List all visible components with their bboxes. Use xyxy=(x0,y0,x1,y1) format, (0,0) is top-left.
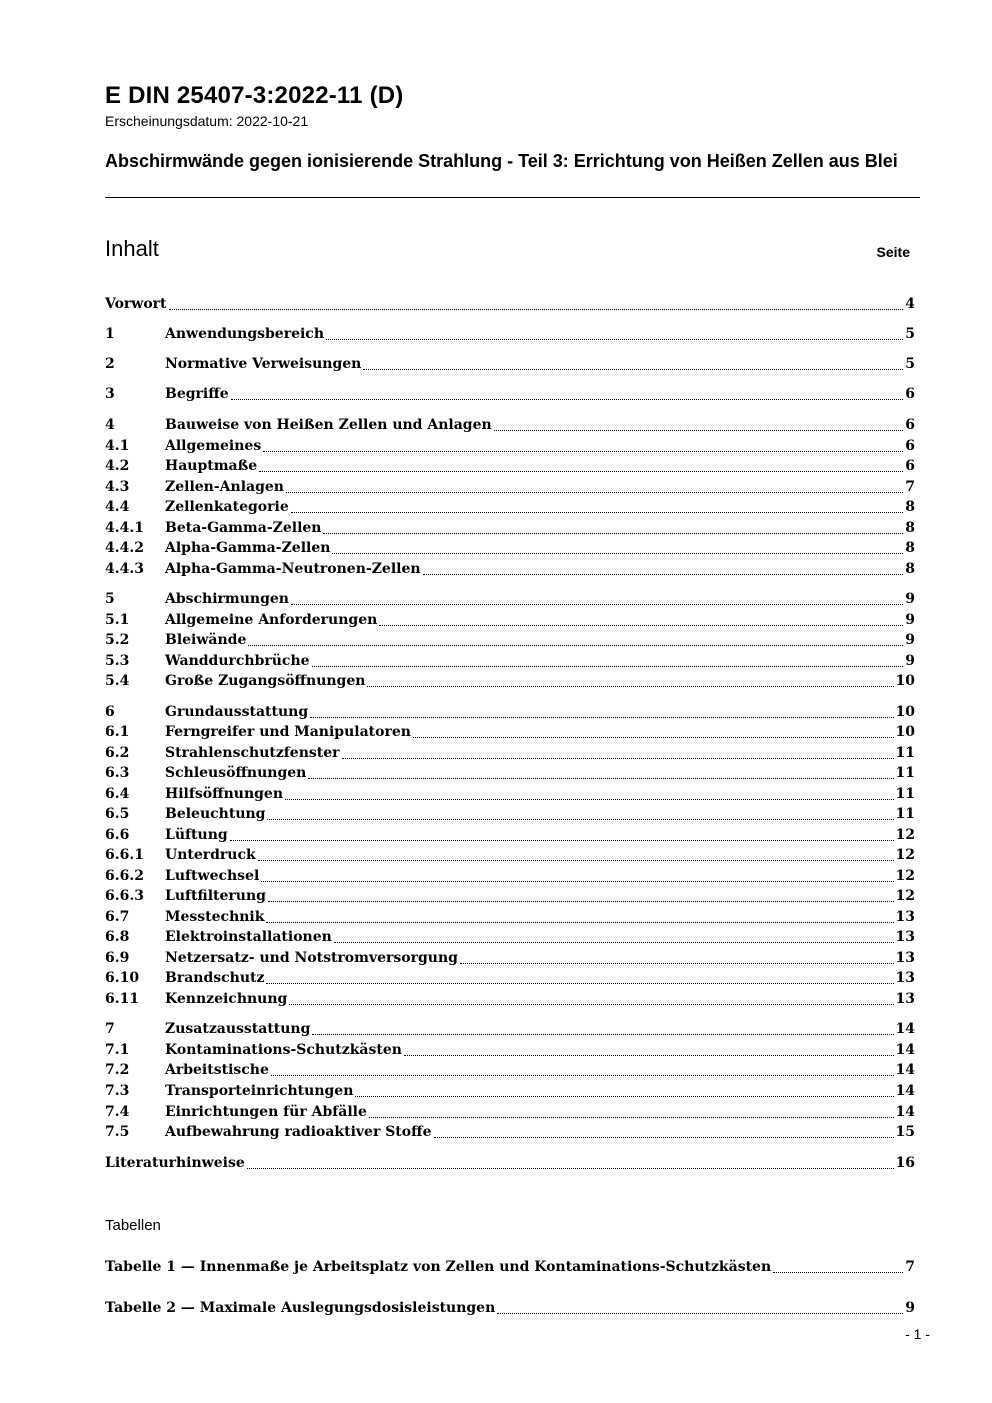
toc-number: 6.2 xyxy=(105,745,130,761)
toc-number: 6.8 xyxy=(105,929,130,945)
toc-number: 4 xyxy=(105,417,115,433)
toc-title: Arbeitstische xyxy=(165,1062,269,1078)
dot-leader xyxy=(271,1075,894,1076)
toc-page: 14 xyxy=(895,1042,915,1058)
toc-page: 9 xyxy=(905,591,915,607)
dot-leader xyxy=(312,1034,893,1035)
toc-page: 9 xyxy=(905,612,915,628)
table-list-entry[interactable] xyxy=(105,1298,915,1318)
toc-page: 14 xyxy=(895,1104,915,1120)
toc-title: Kontaminations-Schutzkästen xyxy=(165,1042,402,1058)
toc-title: Luftwechsel xyxy=(165,868,260,884)
toc-entry[interactable] xyxy=(105,702,915,722)
toc-title: Abschirmungen xyxy=(165,591,289,607)
toc-entry[interactable] xyxy=(105,722,915,742)
toc-entry[interactable] xyxy=(105,610,915,630)
dot-leader xyxy=(367,686,893,687)
toc-page: 10 xyxy=(895,704,915,720)
toc-page: 16 xyxy=(895,1155,915,1171)
toc-number: 4.4 xyxy=(105,499,130,515)
dot-leader xyxy=(291,604,903,605)
toc-page: 13 xyxy=(895,950,915,966)
toc-page: 13 xyxy=(895,991,915,1007)
dot-leader xyxy=(369,1117,894,1118)
toc-title: Brandschutz xyxy=(165,970,265,986)
toc-number: 5.4 xyxy=(105,673,130,689)
toc-entry[interactable] xyxy=(105,589,915,609)
toc-number: 6 xyxy=(105,704,115,720)
toc-number: 7 xyxy=(105,1021,115,1037)
toc-page: 8 xyxy=(905,540,915,556)
toc-entry[interactable] xyxy=(105,651,915,671)
toc-title: Messtechnik xyxy=(165,909,265,925)
toc-entry[interactable] xyxy=(105,784,915,804)
toc-entry[interactable] xyxy=(105,1081,915,1101)
toc-entry[interactable] xyxy=(105,415,915,435)
toc-entry[interactable] xyxy=(105,1153,915,1173)
toc-title: Zusatzausstattung xyxy=(165,1021,311,1037)
dot-leader xyxy=(247,1168,894,1169)
toc-entry[interactable] xyxy=(105,497,915,517)
toc-number: 6.1 xyxy=(105,724,130,740)
toc-number: 6.10 xyxy=(105,970,140,986)
toc-number: 5.3 xyxy=(105,653,130,669)
toc-number: 6.11 xyxy=(105,991,140,1007)
toc-title: Allgemeines xyxy=(165,438,262,454)
toc-title: Transporteinrichtungen xyxy=(165,1083,354,1099)
toc-entry[interactable] xyxy=(105,630,915,650)
toc-page: 5 xyxy=(905,326,915,342)
toc-number: 4.3 xyxy=(105,479,130,495)
toc-number: 4.4.1 xyxy=(105,520,144,536)
dot-leader xyxy=(326,339,903,340)
toc-number: 7.5 xyxy=(105,1124,130,1140)
toc-title: Beleuchtung xyxy=(165,806,266,822)
toc-title: Elektroinstallationen xyxy=(165,929,332,945)
toc-entry[interactable] xyxy=(105,354,915,374)
toc-page: 11 xyxy=(895,765,915,781)
toc-number: 4.2 xyxy=(105,458,130,474)
toc-number: 1 xyxy=(105,326,115,342)
dot-leader xyxy=(342,758,894,759)
page-column-label: Seite xyxy=(876,244,910,260)
dot-leader xyxy=(268,901,894,902)
toc-title: Bleiwände xyxy=(165,632,247,648)
dot-leader xyxy=(289,1004,893,1005)
toc-number: 7.1 xyxy=(105,1042,130,1058)
dot-leader xyxy=(494,430,904,431)
toc-entry[interactable] xyxy=(105,518,915,538)
toc-page: 12 xyxy=(895,827,915,843)
toc-title: Zellenkategorie xyxy=(165,499,289,515)
dot-leader xyxy=(169,309,904,310)
toc-page: 15 xyxy=(895,1124,915,1140)
toc-entry[interactable] xyxy=(105,825,915,845)
toc-entry[interactable] xyxy=(105,968,915,988)
toc-entry[interactable] xyxy=(105,907,915,927)
dot-leader xyxy=(231,399,904,400)
dot-leader xyxy=(266,922,893,923)
toc-page: 6 xyxy=(905,458,915,474)
toc-title: Luftfilterung xyxy=(165,888,266,904)
toc-entry[interactable] xyxy=(105,948,915,968)
dot-leader xyxy=(404,1055,894,1056)
toc-number: 6.4 xyxy=(105,786,130,802)
toc-page: 12 xyxy=(895,868,915,884)
table-entry-title: Tabelle 2 — Maximale Auslegungsdosisleistungen xyxy=(105,1300,496,1316)
dot-leader xyxy=(423,574,904,575)
toc-number: 6.6.3 xyxy=(105,888,144,904)
table-list-entry[interactable] xyxy=(105,1257,915,1277)
toc-page: 13 xyxy=(895,970,915,986)
toc-entry[interactable] xyxy=(105,436,915,456)
toc-title: Wanddurchbrüche xyxy=(165,653,310,669)
dot-leader xyxy=(363,369,903,370)
toc-entry[interactable] xyxy=(105,989,915,1009)
toc-page: 14 xyxy=(895,1021,915,1037)
dot-leader xyxy=(291,512,904,513)
toc-entry[interactable] xyxy=(105,1019,915,1039)
toc-page: 6 xyxy=(905,438,915,454)
toc-page: 10 xyxy=(895,724,915,740)
toc-title: Hauptmaße xyxy=(165,458,258,474)
title-underline xyxy=(105,197,920,198)
toc-entry[interactable] xyxy=(105,1040,915,1060)
table-entry-page: 7 xyxy=(905,1259,915,1275)
toc-title: Anwendungsbereich xyxy=(165,326,324,342)
toc-number: 7.3 xyxy=(105,1083,130,1099)
toc-title: Unterdruck xyxy=(165,847,256,863)
toc-page: 9 xyxy=(905,632,915,648)
dot-leader xyxy=(308,778,893,779)
toc-page: 14 xyxy=(895,1083,915,1099)
toc-title: Lüftung xyxy=(165,827,228,843)
toc-number: 7.4 xyxy=(105,1104,130,1120)
toc-title: Grundausstattung xyxy=(165,704,309,720)
toc-page: 10 xyxy=(895,673,915,689)
toc-entry[interactable] xyxy=(105,1122,915,1142)
toc-number: 5 xyxy=(105,591,115,607)
toc-title: Literaturhinweise xyxy=(105,1155,245,1171)
toc-page: 11 xyxy=(895,745,915,761)
dot-leader xyxy=(266,983,893,984)
toc-title: Netzersatz- und Notstromversorgung xyxy=(165,950,458,966)
toc-title: Hilfsöffnungen xyxy=(165,786,284,802)
toc-entry[interactable] xyxy=(105,763,915,783)
dot-leader xyxy=(267,819,893,820)
toc-page: 5 xyxy=(905,356,915,372)
toc-number: 7.2 xyxy=(105,1062,130,1078)
dot-leader xyxy=(286,492,903,493)
toc-title: Alpha-Gamma-Neutronen-Zellen xyxy=(165,561,421,577)
dot-leader xyxy=(248,645,903,646)
dot-leader xyxy=(310,717,893,718)
toc-number: 5.2 xyxy=(105,632,130,648)
toc-number: 3 xyxy=(105,386,115,402)
toc-page: 12 xyxy=(895,888,915,904)
toc-page: 4 xyxy=(905,296,915,312)
toc-entry[interactable] xyxy=(105,324,915,344)
toc-title: Ferngreifer und Manipulatoren xyxy=(165,724,411,740)
dot-leader xyxy=(312,666,904,667)
toc-page: 11 xyxy=(895,786,915,802)
toc-heading: Inhalt xyxy=(105,236,159,261)
toc-title: Schleusöffnungen xyxy=(165,765,307,781)
toc-page: 8 xyxy=(905,561,915,577)
toc-entry[interactable] xyxy=(105,456,915,476)
dot-leader xyxy=(323,533,903,534)
toc-number: 6.6.2 xyxy=(105,868,144,884)
dot-leader xyxy=(460,963,894,964)
toc-title: Kennzeichnung xyxy=(165,991,288,1007)
toc-page: 11 xyxy=(895,806,915,822)
toc-title: Allgemeine Anforderungen xyxy=(165,612,378,628)
toc-number: 2 xyxy=(105,356,115,372)
dot-leader xyxy=(230,840,894,841)
toc-entry[interactable] xyxy=(105,886,915,906)
toc-entry[interactable] xyxy=(105,477,915,497)
document-title: Abschirmwände gegen ionisierende Strahlung - Teil 3: Errichtung von Heißen Zellen aus Blei xyxy=(105,151,898,171)
toc-page: 14 xyxy=(895,1062,915,1078)
toc-number: 4.4.3 xyxy=(105,561,144,577)
toc-title: Zellen-Anlagen xyxy=(165,479,284,495)
toc-page: 8 xyxy=(905,520,915,536)
dot-leader xyxy=(261,881,893,882)
toc-title: Einrichtungen für Abfälle xyxy=(165,1104,367,1120)
toc-number: 6.6 xyxy=(105,827,130,843)
toc-number: 4.1 xyxy=(105,438,130,454)
table-entry-page: 9 xyxy=(905,1300,915,1316)
toc-entry[interactable] xyxy=(105,845,915,865)
toc-entry[interactable] xyxy=(105,1102,915,1122)
dot-leader xyxy=(332,553,903,554)
toc-number: 6.5 xyxy=(105,806,130,822)
toc-entry[interactable] xyxy=(105,1060,915,1080)
toc-title: Vorwort xyxy=(105,296,167,312)
document-code: E DIN 25407-3:2022-11 (D) xyxy=(105,82,404,109)
toc-page: 6 xyxy=(905,417,915,433)
toc-entry[interactable] xyxy=(105,559,915,579)
toc-number: 6.9 xyxy=(105,950,130,966)
toc-page: 7 xyxy=(905,479,915,495)
toc-page: 13 xyxy=(895,909,915,925)
toc-entry[interactable] xyxy=(105,538,915,558)
toc-title: Normative Verweisungen xyxy=(165,356,362,372)
dot-leader xyxy=(773,1272,903,1273)
dot-leader xyxy=(413,737,894,738)
dot-leader xyxy=(263,451,903,452)
dot-leader xyxy=(379,625,903,626)
page-number: - 1 - xyxy=(905,1326,930,1342)
toc-page: 8 xyxy=(905,499,915,515)
toc-number: 6.6.1 xyxy=(105,847,144,863)
tables-heading: Tabellen xyxy=(105,1217,161,1234)
dot-leader xyxy=(355,1096,893,1097)
toc-number: 5.1 xyxy=(105,612,130,628)
toc-entry[interactable] xyxy=(105,804,915,824)
toc-title: Bauweise von Heißen Zellen und Anlagen xyxy=(165,417,492,433)
toc-title: Aufbewahrung radioaktiver Stoffe xyxy=(165,1124,432,1140)
dot-leader xyxy=(285,799,894,800)
dot-leader xyxy=(497,1313,903,1314)
toc-page: 9 xyxy=(905,653,915,669)
toc-title: Begriffe xyxy=(165,386,229,402)
toc-number: 6.3 xyxy=(105,765,130,781)
toc-number: 4.4.2 xyxy=(105,540,144,556)
toc-entry[interactable] xyxy=(105,927,915,947)
toc-page: 6 xyxy=(905,386,915,402)
toc-entry[interactable] xyxy=(105,671,915,691)
toc-title: Strahlenschutzfenster xyxy=(165,745,340,761)
table-entry-title: Tabelle 1 — Innenmaße je Arbeitsplatz von Zellen und Kontaminations-Schutzkästen xyxy=(105,1259,772,1275)
dot-leader xyxy=(258,860,894,861)
toc-entry[interactable] xyxy=(105,743,915,763)
toc-title: Alpha-Gamma-Zellen xyxy=(165,540,331,556)
toc-title: Beta-Gamma-Zellen xyxy=(165,520,322,536)
publication-date: Erscheinungsdatum: 2022-10-21 xyxy=(105,113,309,129)
toc-page: 13 xyxy=(895,929,915,945)
dot-leader xyxy=(334,942,894,943)
toc-entry[interactable] xyxy=(105,866,915,886)
dot-leader xyxy=(434,1137,894,1138)
toc-title: Große Zugangsöffnungen xyxy=(165,673,366,689)
toc-entry[interactable] xyxy=(105,294,915,314)
toc-page: 12 xyxy=(895,847,915,863)
toc-number: 6.7 xyxy=(105,909,130,925)
dot-leader xyxy=(259,471,903,472)
toc-entry[interactable] xyxy=(105,384,915,404)
